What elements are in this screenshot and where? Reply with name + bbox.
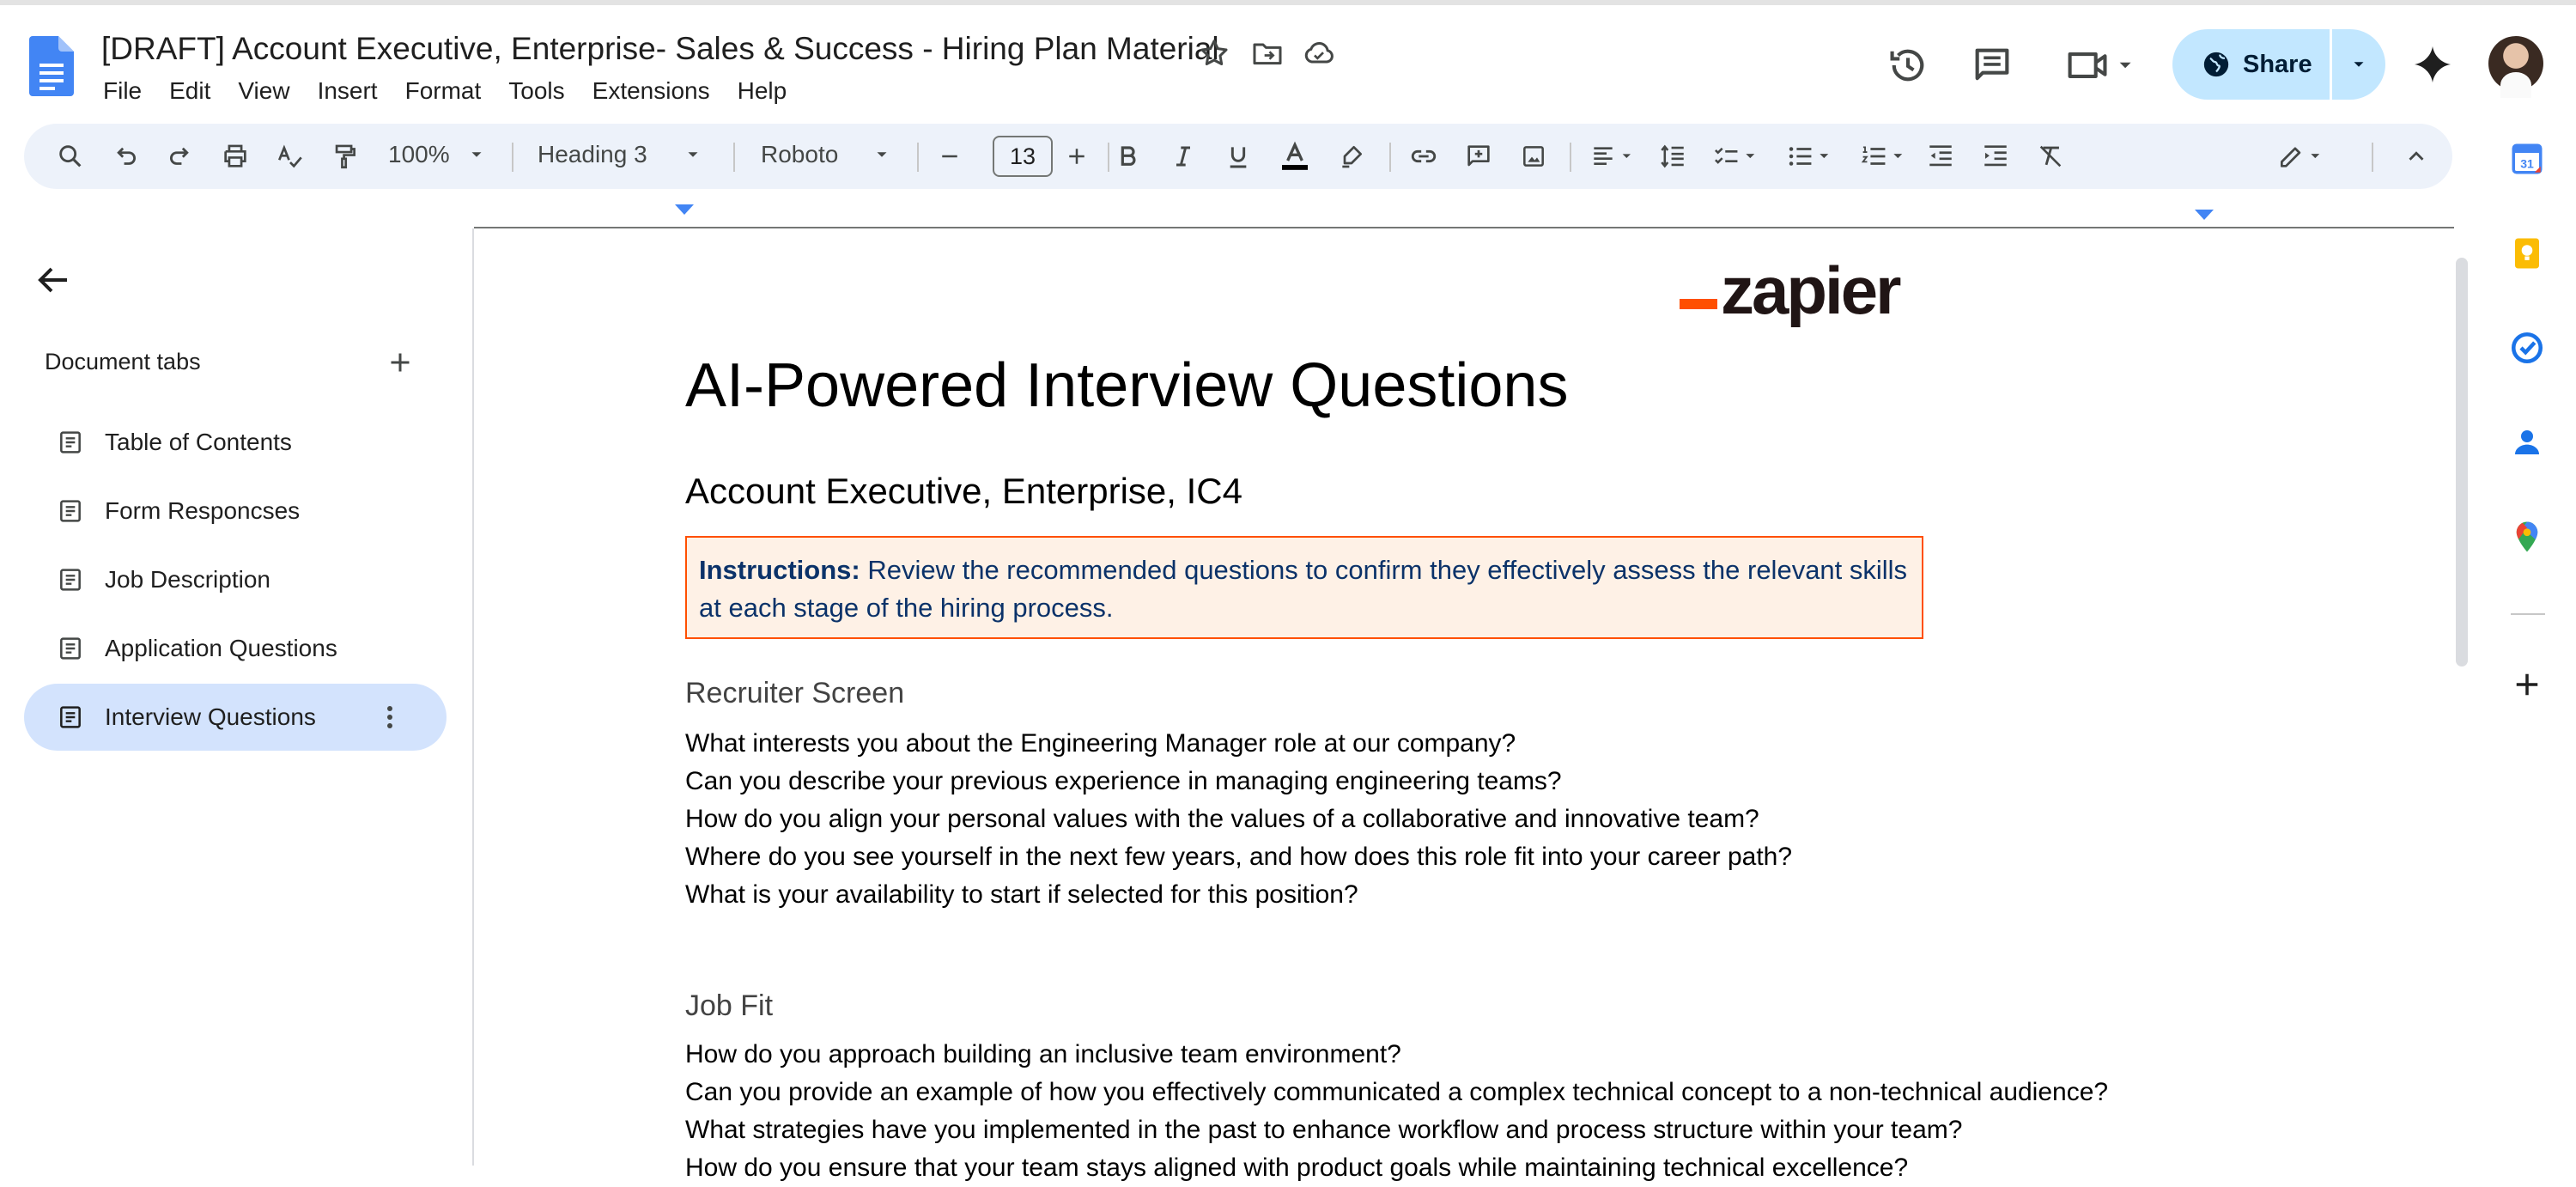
google-docs-logo-icon[interactable]	[29, 36, 74, 96]
checklist-icon	[1707, 142, 1765, 171]
insert-link-button[interactable]	[1406, 139, 1441, 173]
bold-icon	[1115, 143, 1142, 170]
share-label: Share	[2243, 50, 2312, 78]
plus-icon	[1064, 143, 1090, 169]
side-panel-divider	[2511, 613, 2545, 615]
print-button[interactable]	[218, 139, 252, 173]
toolbar-divider	[1389, 143, 1391, 172]
version-history-icon[interactable]	[1886, 43, 1930, 88]
toolbar-divider	[512, 143, 513, 172]
search-menus-button[interactable]	[53, 139, 88, 173]
menu-view[interactable]: View	[238, 77, 290, 104]
question-item[interactable]: What is your availability to start if selected for this position?	[685, 880, 1358, 909]
menu-tools[interactable]: Tools	[508, 77, 565, 104]
menu-insert[interactable]: Insert	[317, 77, 378, 104]
avatar[interactable]	[2488, 36, 2543, 91]
question-item[interactable]: How do you align your personal values with the values of a collaborative and innovative team?	[685, 805, 1759, 833]
move-folder-icon[interactable]	[1250, 36, 1285, 70]
text-color-button[interactable]	[1276, 139, 1314, 173]
spellcheck-icon	[276, 142, 305, 171]
share-dropdown-button[interactable]	[2332, 29, 2385, 100]
side-panel	[2478, 120, 2576, 1166]
chevron-up-icon	[2403, 143, 2429, 169]
question-list-job-fit	[685, 1036, 2108, 1187]
toolbar-divider	[733, 143, 735, 172]
increase-font-size-button[interactable]	[1060, 139, 1094, 173]
increase-indent-button[interactable]	[1978, 139, 2013, 173]
document-heading[interactable]: AI-Powered Interview Questions	[685, 351, 1569, 420]
zoom-select[interactable]	[388, 141, 486, 168]
menu-help[interactable]: Help	[737, 77, 787, 104]
menu-edit[interactable]: Edit	[169, 77, 211, 104]
numbered-list-icon	[1855, 142, 1913, 171]
menu-extensions[interactable]: Extensions	[592, 77, 710, 104]
svg-text:31: 31	[2520, 156, 2534, 171]
italic-icon	[1170, 143, 1197, 170]
question-item[interactable]: Where do you see yourself in the next few years, and how does this role fit into your career path?	[685, 843, 1793, 871]
document-title[interactable]: [DRAFT] Account Executive, Enterprise- Sales & Success - Hiring Plan Material	[101, 31, 1219, 66]
zapier-logo	[1680, 253, 1899, 328]
bulleted-list-icon	[1781, 142, 1839, 171]
section-heading-recruiter-screen[interactable]: Recruiter Screen	[685, 677, 905, 709]
caret-down-icon	[683, 145, 702, 164]
paint-format-button[interactable]	[328, 139, 362, 173]
spelling-check-button[interactable]	[273, 139, 307, 173]
bold-button[interactable]	[1111, 139, 1145, 173]
clear-formatting-button[interactable]	[2033, 139, 2068, 173]
tab-table-of-contents[interactable]	[24, 409, 447, 476]
tab-job-description[interactable]	[24, 546, 447, 613]
cloud-saved-icon[interactable]	[1302, 36, 1336, 70]
vertical-scrollbar[interactable]	[2456, 258, 2468, 667]
editing-mode-select[interactable]	[2267, 139, 2336, 173]
question-item[interactable]: How do you ensure that your team stays aligned with product goals while maintaining technical excellence?	[685, 1154, 1909, 1182]
caret-down-icon	[2349, 55, 2368, 74]
link-icon	[1409, 142, 1438, 171]
menu-format[interactable]: Format	[404, 77, 482, 104]
menu-file[interactable]: File	[103, 77, 143, 104]
question-item[interactable]: What interests you about the Engineering Manager role at our company?	[685, 729, 1516, 758]
tab-label: Job Description	[105, 566, 270, 593]
numbered-list-select[interactable]	[1851, 139, 1917, 173]
menu-bar	[89, 74, 800, 108]
right-indent-marker[interactable]	[2195, 210, 2214, 220]
increase-indent-icon	[1981, 142, 2010, 171]
add-comment-icon	[1464, 142, 1493, 171]
decrease-font-size-button[interactable]	[933, 139, 967, 173]
bulleted-list-select[interactable]	[1777, 139, 1843, 173]
font-size-input[interactable]: 13	[993, 136, 1053, 177]
add-comment-button[interactable]	[1461, 139, 1496, 173]
contacts-icon[interactable]	[2509, 424, 2545, 460]
paint-roller-icon	[331, 142, 360, 171]
zapier-logo-mark	[1680, 299, 1717, 309]
more-vert-icon[interactable]	[385, 704, 395, 730]
clear-formatting-icon	[2036, 142, 2065, 171]
search-icon	[56, 142, 85, 171]
add-addon-icon[interactable]	[2509, 667, 2545, 703]
left-indent-marker[interactable]	[675, 204, 694, 215]
font-family-value: Roboto	[761, 141, 839, 167]
document-icon	[57, 429, 84, 456]
tab-label: Application Questions	[105, 635, 337, 661]
document-outline-sidebar	[0, 228, 474, 1166]
line-spacing-button[interactable]	[1656, 139, 1690, 173]
formatting-toolbar	[24, 124, 2452, 189]
document-icon	[57, 635, 84, 662]
undo-button[interactable]	[108, 139, 143, 173]
document-icon	[57, 703, 84, 731]
tab-interview-questions[interactable]	[24, 684, 447, 751]
insert-image-button[interactable]	[1516, 139, 1551, 173]
line-spacing-icon	[1658, 142, 1687, 171]
instructions-callout[interactable]	[685, 536, 1923, 639]
meet-video-icon[interactable]	[2063, 43, 2136, 88]
instructions-label: Instructions:	[699, 555, 860, 585]
tab-label: Table of Contents	[105, 429, 292, 455]
paragraph-style-value: Heading 3	[538, 141, 647, 167]
gemini-sparkle-icon[interactable]	[2413, 45, 2452, 84]
question-item[interactable]: What strategies have you implemented in the past to enhance workflow and process structure within your team?	[685, 1116, 1963, 1144]
checklist-select[interactable]	[1704, 139, 1769, 173]
star-icon[interactable]	[1197, 36, 1231, 70]
italic-button[interactable]	[1166, 139, 1200, 173]
toolbar-divider	[1108, 143, 1109, 172]
printer-icon	[221, 142, 250, 171]
pencil-icon	[2270, 142, 2332, 171]
section-heading-job-fit[interactable]: Job Fit	[685, 989, 774, 1022]
paragraph-style-select[interactable]	[538, 141, 702, 168]
undo-icon	[111, 142, 140, 171]
globe-icon	[2202, 50, 2231, 79]
document-icon	[57, 497, 84, 525]
question-list-recruiter-screen	[685, 725, 1792, 914]
toolbar-divider	[917, 143, 919, 172]
highlight-color-button[interactable]	[1334, 139, 1369, 173]
caret-down-icon	[467, 145, 486, 164]
text-color-icon	[1278, 139, 1312, 173]
decrease-indent-icon	[1926, 142, 1955, 171]
comments-icon[interactable]	[1970, 43, 2014, 88]
share-button-group	[2172, 29, 2385, 100]
image-icon	[1520, 143, 1547, 170]
document-tabs-heading: Document tabs	[45, 349, 201, 374]
caret-down-icon	[872, 145, 891, 164]
share-button[interactable]	[2172, 29, 2332, 100]
minus-icon	[937, 143, 963, 169]
tab-application-questions[interactable]	[24, 615, 447, 682]
hide-menus-button[interactable]	[2399, 139, 2433, 173]
toolbar-divider	[2372, 143, 2373, 172]
highlighter-icon	[1338, 143, 1365, 170]
align-select[interactable]	[1583, 139, 1643, 173]
font-family-select[interactable]	[761, 141, 891, 168]
toolbar-divider	[1570, 143, 1571, 172]
instructions-text: Review the recommended questions to confirm they effectively assess the relevant skills at each stage of the hiring process.	[699, 555, 1908, 623]
tab-form-responses[interactable]	[24, 478, 447, 545]
document-canvas[interactable]	[474, 228, 2454, 1182]
tab-label: Form Responcses	[105, 497, 301, 524]
tab-label: Interview Questions	[105, 703, 316, 730]
keep-notes-icon[interactable]	[2509, 235, 2545, 271]
underline-icon	[1224, 143, 1252, 170]
redo-icon	[166, 142, 195, 171]
document-subheading[interactable]: Account Executive, Enterprise, IC4	[685, 471, 1242, 511]
redo-button[interactable]	[163, 139, 197, 173]
maps-icon[interactable]	[2509, 519, 2545, 555]
title-bar	[0, 0, 2576, 120]
question-item[interactable]: Can you provide an example of how you effectively communicated a complex technical concept to a non-technical audience?	[685, 1078, 2109, 1106]
horizontal-ruler[interactable]	[474, 199, 2454, 228]
underline-button[interactable]	[1221, 139, 1255, 173]
decrease-indent-button[interactable]	[1923, 139, 1958, 173]
question-item[interactable]: Can you describe your previous experience in managing engineering teams?	[685, 767, 1562, 795]
calendar-icon[interactable]	[2509, 141, 2545, 177]
zapier-logo-text: zapier	[1721, 253, 1899, 328]
add-tab-icon[interactable]	[385, 347, 416, 378]
align-left-icon	[1586, 143, 1641, 170]
back-arrow-icon[interactable]	[33, 259, 74, 301]
zoom-value: 100%	[388, 141, 450, 167]
question-item[interactable]: How do you approach building an inclusive team environment?	[685, 1040, 1401, 1068]
tasks-icon[interactable]	[2509, 330, 2545, 366]
document-icon	[57, 566, 84, 594]
